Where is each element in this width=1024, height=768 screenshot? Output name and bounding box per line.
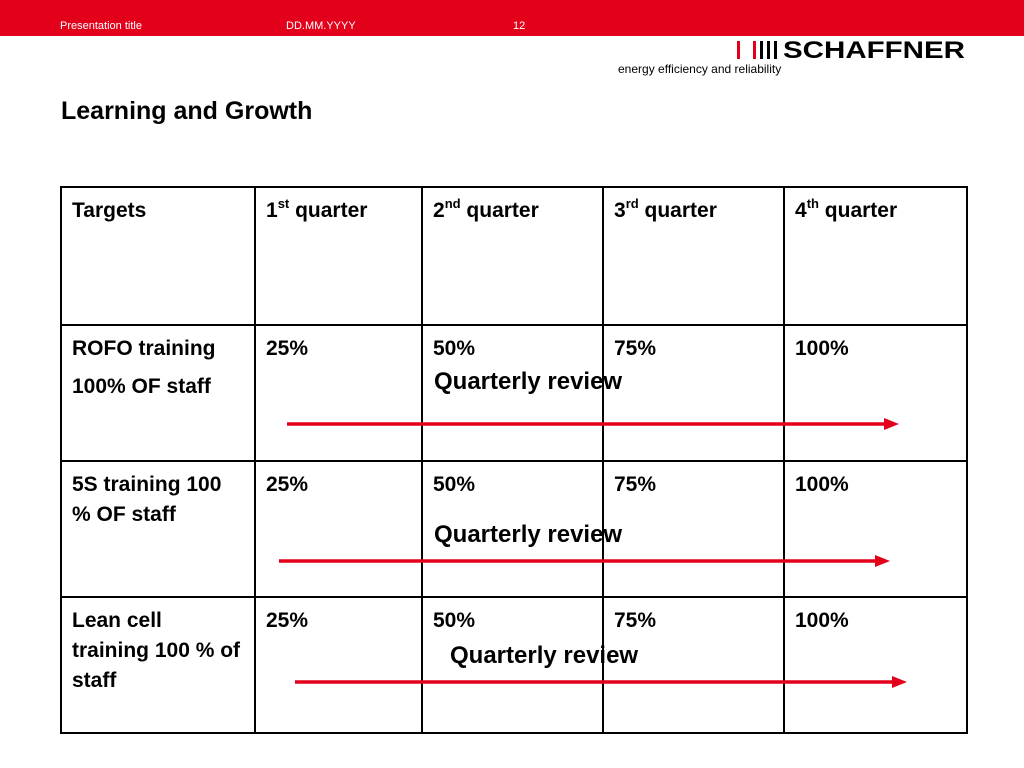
value-cell: 25% bbox=[255, 325, 422, 461]
header-bar bbox=[0, 0, 1024, 36]
target-cell: 5S training 100 % OF staff bbox=[61, 461, 255, 597]
schaffner-logo-icon bbox=[735, 38, 967, 62]
presentation-date: DD.MM.YYYY bbox=[286, 20, 356, 32]
slide-title: Learning and Growth bbox=[61, 97, 313, 125]
value-cell: 100% bbox=[784, 325, 967, 461]
value-cell: 75% bbox=[603, 325, 784, 461]
value-cell: 50% bbox=[422, 461, 603, 597]
brand-tagline: energy efficiency and reliability bbox=[618, 62, 782, 76]
table-header-row bbox=[61, 187, 967, 325]
quarterly-review-label: Quarterly review bbox=[434, 368, 623, 395]
target-cell: Lean cell training 100 % of staff bbox=[61, 597, 255, 733]
header-targets: Targets bbox=[61, 187, 255, 325]
header-q4: 4th quarter bbox=[784, 187, 967, 325]
value-cell: 75% bbox=[603, 597, 784, 733]
presentation-title: Presentation title bbox=[60, 20, 142, 32]
value-cell: 25% bbox=[255, 461, 422, 597]
value-cell: 25% bbox=[255, 597, 422, 733]
target-cell: ROFO training 100% OF staff bbox=[61, 325, 255, 461]
header-q2: 2nd quarter bbox=[422, 187, 603, 325]
value-cell: 50% bbox=[422, 597, 603, 733]
page-number: 12 bbox=[513, 20, 526, 32]
value-cell: 100% bbox=[784, 597, 967, 733]
quarterly-review-label: Quarterly review bbox=[450, 642, 639, 669]
value-cell: 50% bbox=[422, 325, 603, 461]
header-q3: 3rd quarter bbox=[603, 187, 784, 325]
header-q1: 1st quarter bbox=[255, 187, 422, 325]
quarterly-review-label: Quarterly review bbox=[434, 521, 623, 548]
value-cell: 75% bbox=[603, 461, 784, 597]
logo-text: SCHAFFNER bbox=[783, 38, 965, 62]
value-cell: 100% bbox=[784, 461, 967, 597]
